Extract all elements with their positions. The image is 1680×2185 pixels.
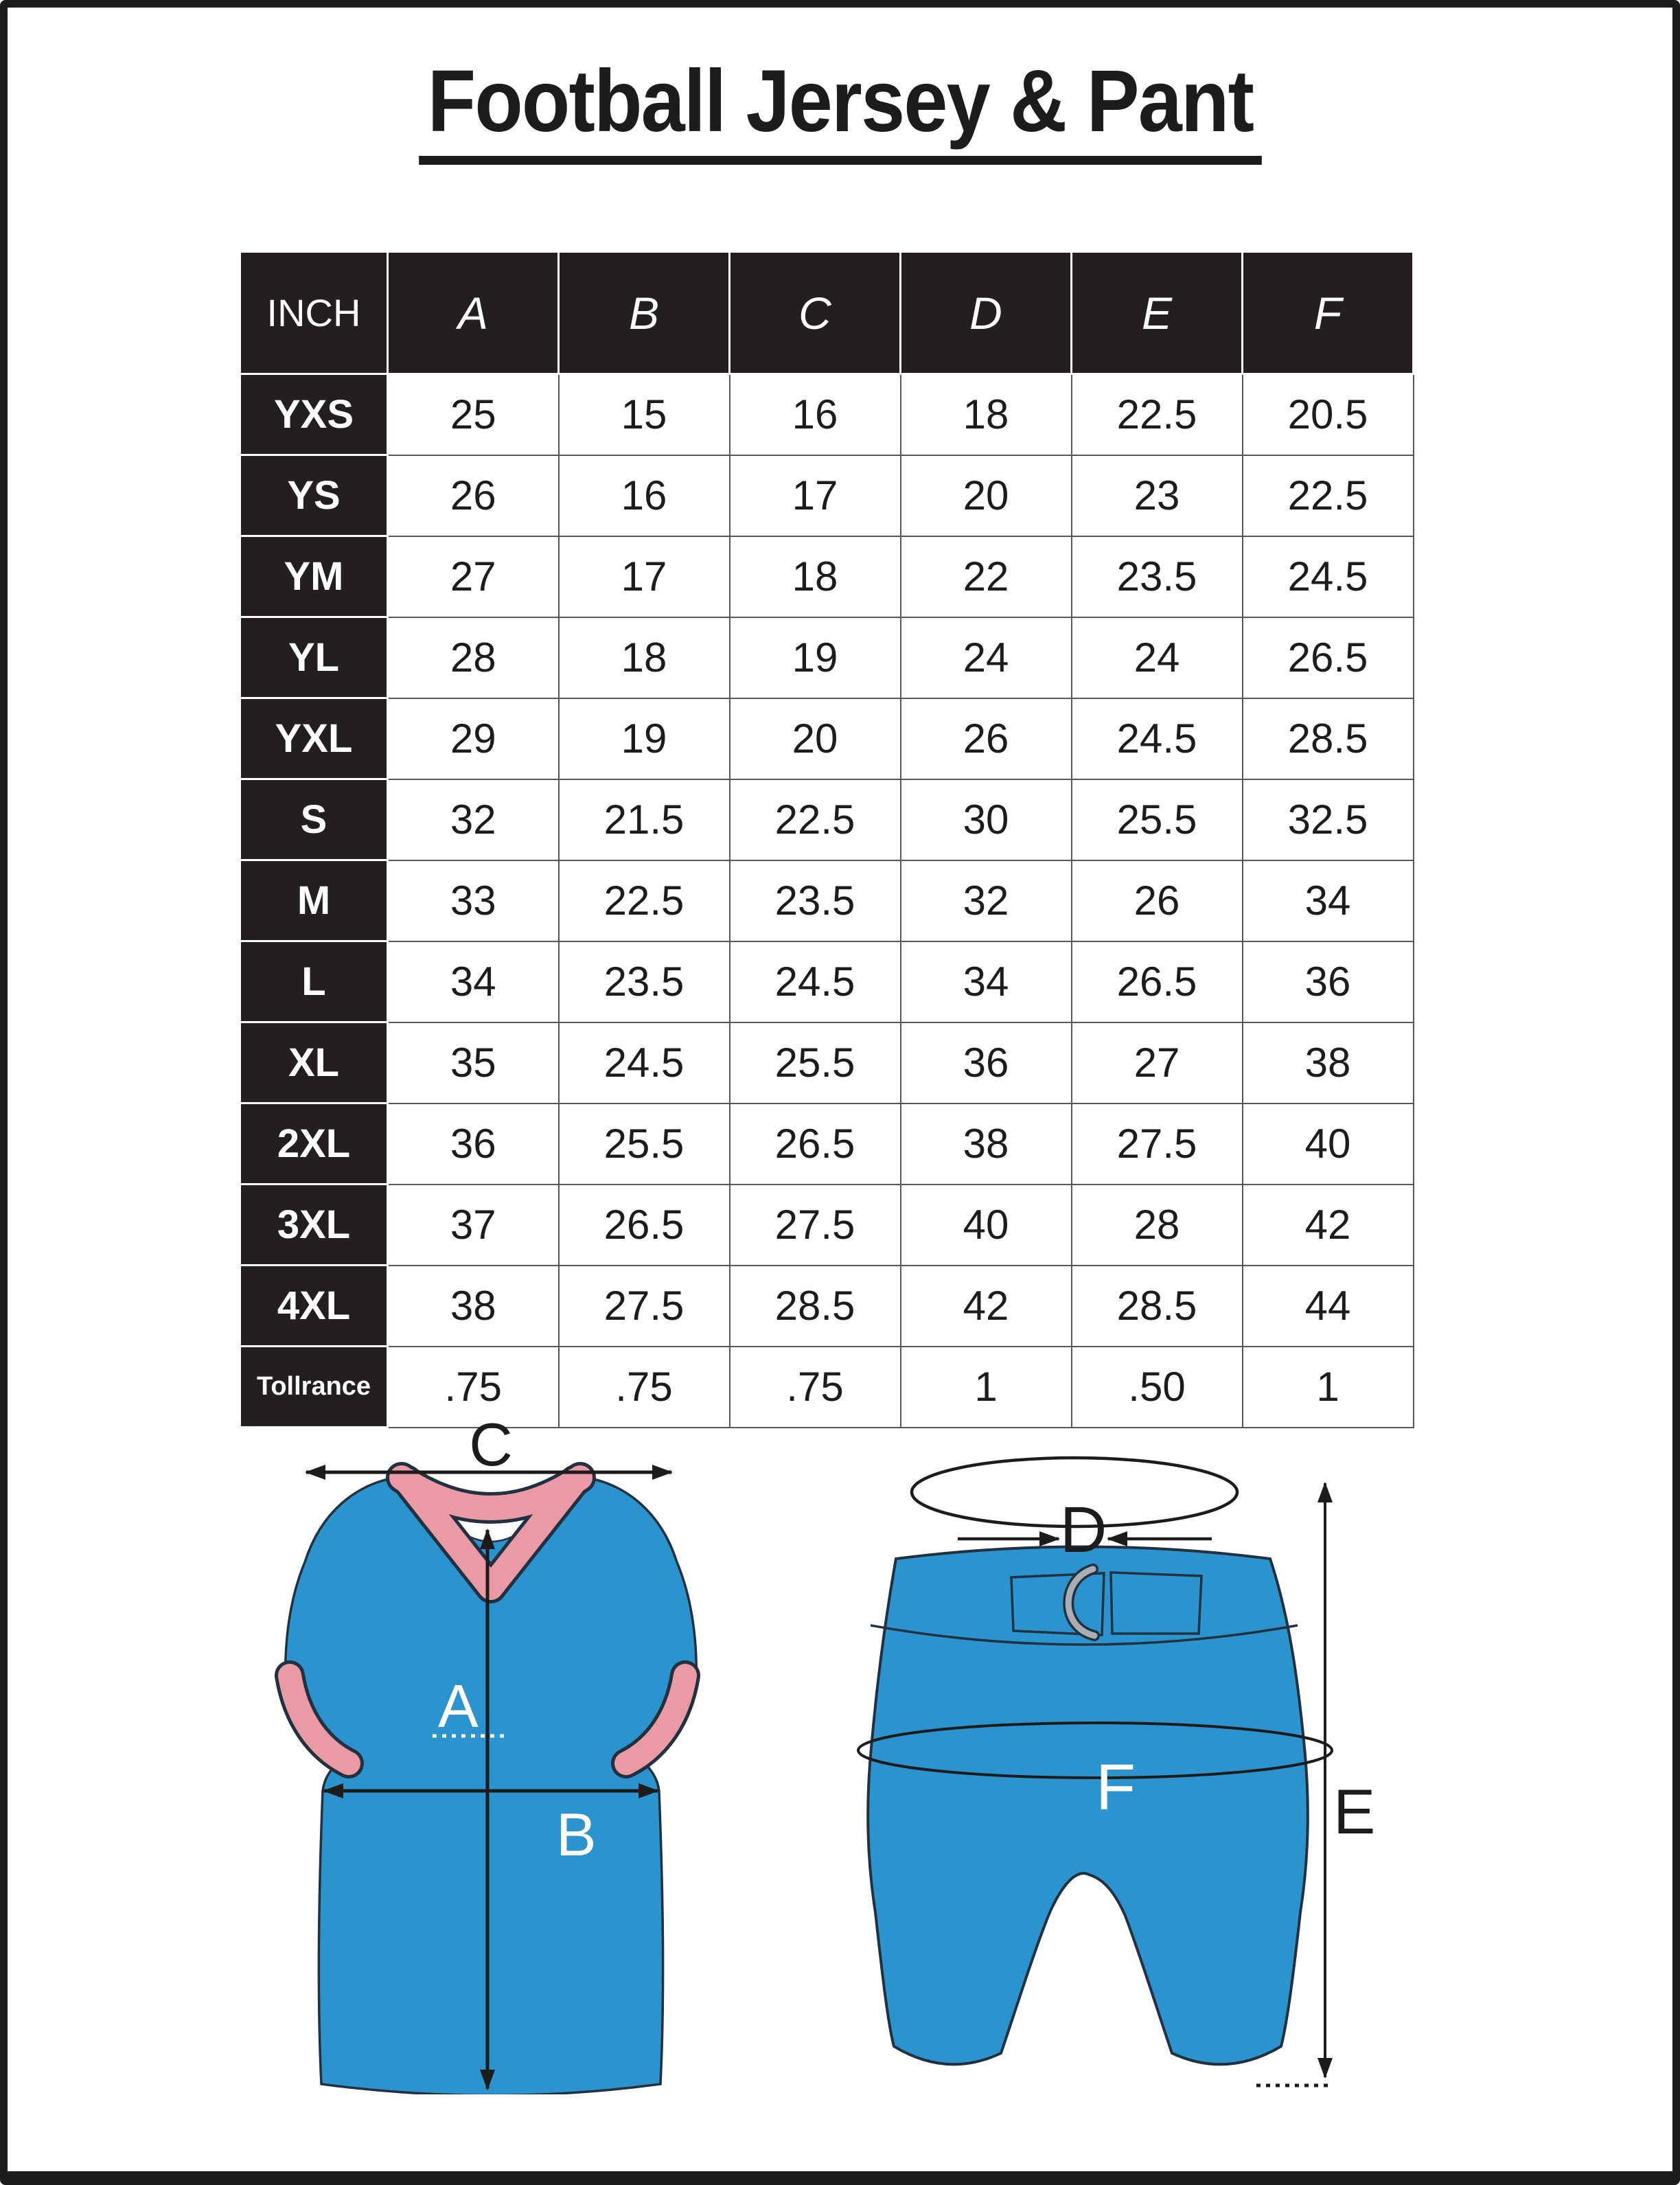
size-value: 32 [901,860,1072,941]
table-row [240,1185,1414,1266]
size-label: L [240,941,388,1022]
size-value: 32.5 [1243,779,1414,860]
size-value: 25.5 [730,1022,901,1103]
size-value: 23.5 [559,941,730,1022]
size-value: 37 [388,1185,559,1266]
size-label: YL [240,617,388,698]
size-value: 26.5 [559,1185,730,1266]
size-value: 34 [901,941,1072,1022]
size-value: 16 [730,374,901,455]
size-label: YXS [240,374,388,455]
size-value: 24.5 [559,1022,730,1103]
size-value: 18 [559,617,730,698]
size-value: 24.5 [1243,536,1414,617]
size-value: 19 [559,698,730,779]
size-value: 24 [1072,617,1243,698]
pants-diagram [817,1432,1380,2105]
table-row [240,536,1414,617]
size-value: 26.5 [1072,941,1243,1022]
size-value: 15 [559,374,730,455]
table-row [240,1022,1414,1103]
size-value: 34 [388,941,559,1022]
size-label: YXL [240,698,388,779]
table-row [240,455,1414,536]
size-value: 26 [1072,860,1243,941]
table-header-row [240,252,1414,374]
size-value: 16 [559,455,730,536]
jersey-label-a: A [438,1672,479,1740]
size-value: 24 [901,617,1072,698]
size-value: 25 [388,374,559,455]
size-value: 20.5 [1243,374,1414,455]
table-row [240,698,1414,779]
page-title: Football Jersey & Pant [419,49,1262,165]
size-label: 4XL [240,1266,388,1347]
size-value: 1 [1243,1347,1414,1428]
size-value: 20 [730,698,901,779]
jersey-diagram [261,1415,714,2094]
size-value: 42 [1243,1185,1414,1266]
table-row [240,1266,1414,1347]
size-value: 27.5 [1072,1103,1243,1185]
size-value: 34 [1243,860,1414,941]
column-header-a: A [388,252,559,374]
pants-label-e: E [1333,1777,1376,1847]
size-value: 17 [730,455,901,536]
size-value: 29 [388,698,559,779]
size-value: 26 [901,698,1072,779]
table-row [240,1103,1414,1185]
size-value: 18 [901,374,1072,455]
size-label: YM [240,536,388,617]
size-value: 26.5 [730,1103,901,1185]
size-value: 30 [901,779,1072,860]
table-row [240,941,1414,1022]
size-value: .75 [388,1347,559,1428]
size-value: 38 [901,1103,1072,1185]
size-value: .75 [730,1347,901,1428]
size-value: 22.5 [730,779,901,860]
jersey-label-c: C [469,1415,513,1478]
size-value: 22.5 [559,860,730,941]
size-value: 27.5 [559,1266,730,1347]
size-value: 18 [730,536,901,617]
size-label: YS [240,455,388,536]
unit-header-cell: INCH [240,252,388,374]
size-label: Tollrance [240,1347,388,1428]
size-value: 22 [901,536,1072,617]
size-value: 1 [901,1347,1072,1428]
size-value: 33 [388,860,559,941]
size-value: 42 [901,1266,1072,1347]
size-value: 24.5 [730,941,901,1022]
size-value: 23 [1072,455,1243,536]
size-value: .75 [559,1347,730,1428]
size-value: 26 [388,455,559,536]
size-value: 36 [388,1103,559,1185]
size-value: 23.5 [730,860,901,941]
size-value: 25.5 [559,1103,730,1185]
size-value: 36 [901,1022,1072,1103]
size-value: 25.5 [1072,779,1243,860]
size-value: 44 [1243,1266,1414,1347]
column-header-e: E [1072,252,1243,374]
table-row [240,860,1414,941]
column-header-f: F [1243,252,1414,374]
size-value: 38 [1243,1022,1414,1103]
size-value: 24.5 [1072,698,1243,779]
size-value: 27.5 [730,1185,901,1266]
size-value: 28.5 [1243,698,1414,779]
size-value: 23.5 [1072,536,1243,617]
size-value: 21.5 [559,779,730,860]
pants-label-f: F [1095,1751,1136,1824]
size-value: 32 [388,779,559,860]
size-label: 2XL [240,1103,388,1185]
size-label: XL [240,1022,388,1103]
table-row [240,374,1414,455]
column-header-c: C [730,252,901,374]
table-row [240,779,1414,860]
column-header-d: D [901,252,1072,374]
size-value: 35 [388,1022,559,1103]
size-value: 28 [388,617,559,698]
pants-label-d: D [1059,1494,1107,1566]
size-value: 26.5 [1243,617,1414,698]
size-value: 20 [901,455,1072,536]
size-value: 19 [730,617,901,698]
size-value: 38 [388,1266,559,1347]
size-label: 3XL [240,1185,388,1266]
size-value: 27 [388,536,559,617]
size-value: 17 [559,536,730,617]
size-table [239,251,1414,1428]
size-value: 40 [901,1185,1072,1266]
size-value: .50 [1072,1347,1243,1428]
size-label: M [240,860,388,941]
size-value: 28.5 [1072,1266,1243,1347]
jersey-label-b: B [556,1800,597,1868]
column-header-b: B [559,252,730,374]
pants-body [868,1547,1307,2065]
size-value: 36 [1243,941,1414,1022]
page-header [0,49,1680,165]
size-label: S [240,779,388,860]
size-value: 28 [1072,1185,1243,1266]
size-value: 27 [1072,1022,1243,1103]
size-value: 22.5 [1243,455,1414,536]
size-value: 40 [1243,1103,1414,1185]
size-value: 22.5 [1072,374,1243,455]
size-value: 28.5 [730,1266,901,1347]
table-row [240,617,1414,698]
